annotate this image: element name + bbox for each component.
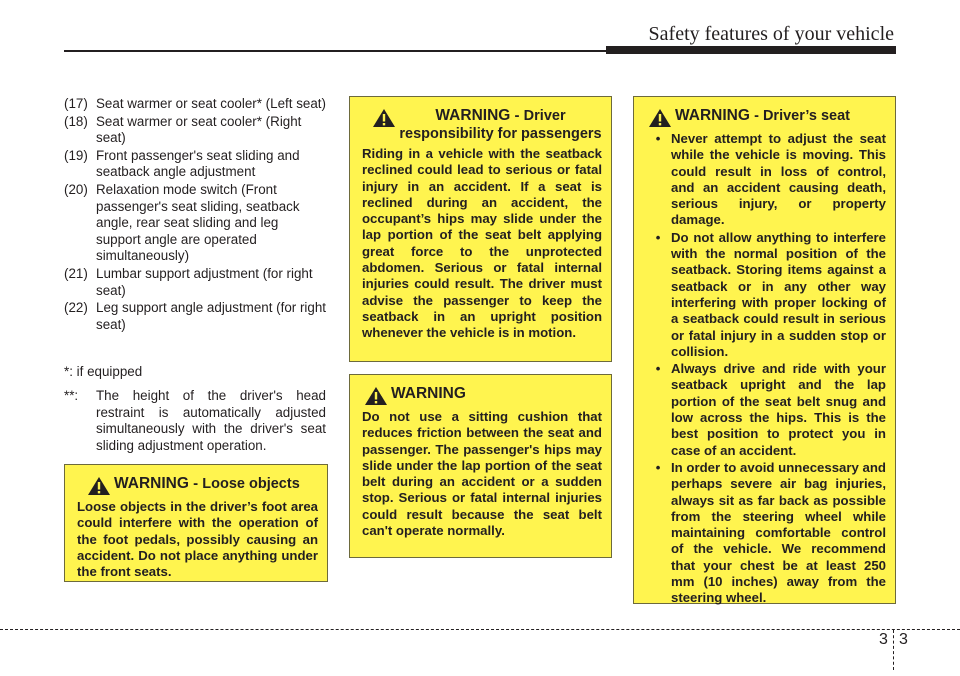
warning-title xyxy=(675,107,850,125)
warning-triangle-icon xyxy=(648,108,672,128)
list-item-text: Seat warmer or seat cooler* (Left seat) xyxy=(96,96,326,111)
list-item-number: (22) xyxy=(64,300,88,316)
footnote-text: The height of the driver's head restraint is automatically adjusted simultaneously with the driver's seat sliding adjustment operation. xyxy=(96,388,326,453)
header-rule-bar xyxy=(606,46,896,54)
list-item xyxy=(64,96,326,113)
warning-label: WARNING xyxy=(675,107,750,124)
warning-label: WARNING xyxy=(435,107,511,124)
warning-body: Riding in a vehicle with the seatback reclined could lead to serious or fatal injury in an accident. If a seat is reclined during an accident, the occupant’s hips may slide under the lap portion of the seat belt applying great force to the unprotected abdomen. Serious or fatal internal injuries could result. The driver must advise the passenger to keep the seatback in an upright position whenever the vehicle is in motion. xyxy=(362,146,602,341)
list-item-number: (19) xyxy=(64,147,88,163)
header-rule xyxy=(64,50,606,52)
bullet-text: Always drive and ride with your seatback upright and the lap portion of the seat belt snug and low across the hips. This is the best position to protect you in case of an accident. xyxy=(671,361,886,458)
header-title: Safety features of your vehicle xyxy=(648,23,894,45)
warning-dash: - xyxy=(193,475,199,492)
warning-triangle-icon xyxy=(87,476,111,496)
warning-triangle-icon xyxy=(372,108,396,128)
warning-bullet-list xyxy=(646,131,886,607)
list-item-text: Front passenger's seat sliding and seatback angle adjustment xyxy=(96,147,300,180)
warning-label: WARNING xyxy=(114,475,189,492)
list-item-number: (20) xyxy=(64,181,88,197)
list-item xyxy=(64,182,326,265)
bullet: • xyxy=(655,131,661,146)
warning-body: Do not use a sitting cushion that reduces friction between the seat and passenger. The passenger's hips may slide under the lap portion of the seat belt during an accident or a sudden stop. Serious or fatal internal injuries could result because the seat belt can't operate normally. xyxy=(362,409,602,539)
warning-loose-objects xyxy=(64,464,328,582)
warning-title xyxy=(399,107,602,143)
warning-header xyxy=(646,107,886,128)
page-number-separator xyxy=(893,630,894,670)
footnote-if-equipped: *: if equipped xyxy=(64,364,143,379)
bullet-text: Never attempt to adjust the seat while the vehicle is moving. This could result in loss of control, and an accident causing death, serious injury, or property damage. xyxy=(671,131,886,228)
warning-header xyxy=(77,475,318,496)
warning-subtitle: Driver responsibility for passengers xyxy=(399,108,602,142)
list-item-text: Seat warmer or seat cooler* (Right seat) xyxy=(96,113,302,146)
warning-label: WARNING xyxy=(391,385,466,402)
bullet: • xyxy=(655,459,661,475)
page-number: 3 xyxy=(899,631,908,648)
list-item xyxy=(646,361,886,459)
warning-title xyxy=(114,475,300,493)
warning-header xyxy=(362,107,602,143)
list-item xyxy=(64,300,326,333)
list-item xyxy=(64,148,326,181)
list-item xyxy=(646,460,886,607)
footnote-mark: **: xyxy=(64,388,79,403)
list-item-number: (18) xyxy=(64,113,88,129)
list-item-number: (21) xyxy=(64,265,88,281)
warning-body: Loose objects in the driver’s foot area could interfere with the operation of the foot pedals, possibly causing an accident. Do not place anything under the front seats. xyxy=(77,499,318,580)
list-item xyxy=(646,230,886,360)
list-item-text: Leg support angle adjustment (for right seat) xyxy=(96,300,327,332)
bullet-text: Do not allow anything to interfere with the normal position of the seatback. Storing items against a seatback or in any other way interfering with proper locking of a seatback could result in serious or fatal injury in a sudden stop or collision. xyxy=(671,229,886,359)
list-item xyxy=(646,131,886,229)
warning-title xyxy=(391,385,466,403)
list-item-number: (17) xyxy=(64,96,88,111)
warning-triangle-icon xyxy=(364,386,388,406)
warning-driver-responsibility xyxy=(349,96,612,362)
warning-sitting-cushion xyxy=(349,374,612,558)
list-item-text: Relaxation mode switch (Front passenger's seat sliding, seatback angle, rear seat sliding and leg support angle are operated simultaneously) xyxy=(96,181,300,264)
footnote-head-restraint xyxy=(64,388,326,454)
warning-drivers-seat xyxy=(633,96,896,604)
warning-subtitle: - Driver’s seat xyxy=(754,108,851,124)
list-item-text: Lumbar support adjustment (for right seat) xyxy=(96,265,313,298)
component-list xyxy=(64,96,326,334)
footer-divider xyxy=(0,629,960,630)
bullet-text: In order to avoid unnecessary and perhaps severe air bag injuries, always sit as far back as possible from the steering wheel while maintaining comfortable control of the vehicle. We recommend that your chest be at least 250 mm (10 inches) away from the steering wheel. xyxy=(671,459,886,606)
list-item xyxy=(64,114,326,147)
warning-subtitle: Loose objects xyxy=(202,476,300,492)
list-item xyxy=(64,266,326,299)
bullet: • xyxy=(655,229,661,245)
bullet: • xyxy=(655,361,661,377)
warning-dash: - xyxy=(514,107,520,124)
warning-header xyxy=(362,385,602,406)
chapter-number: 3 xyxy=(879,631,888,648)
